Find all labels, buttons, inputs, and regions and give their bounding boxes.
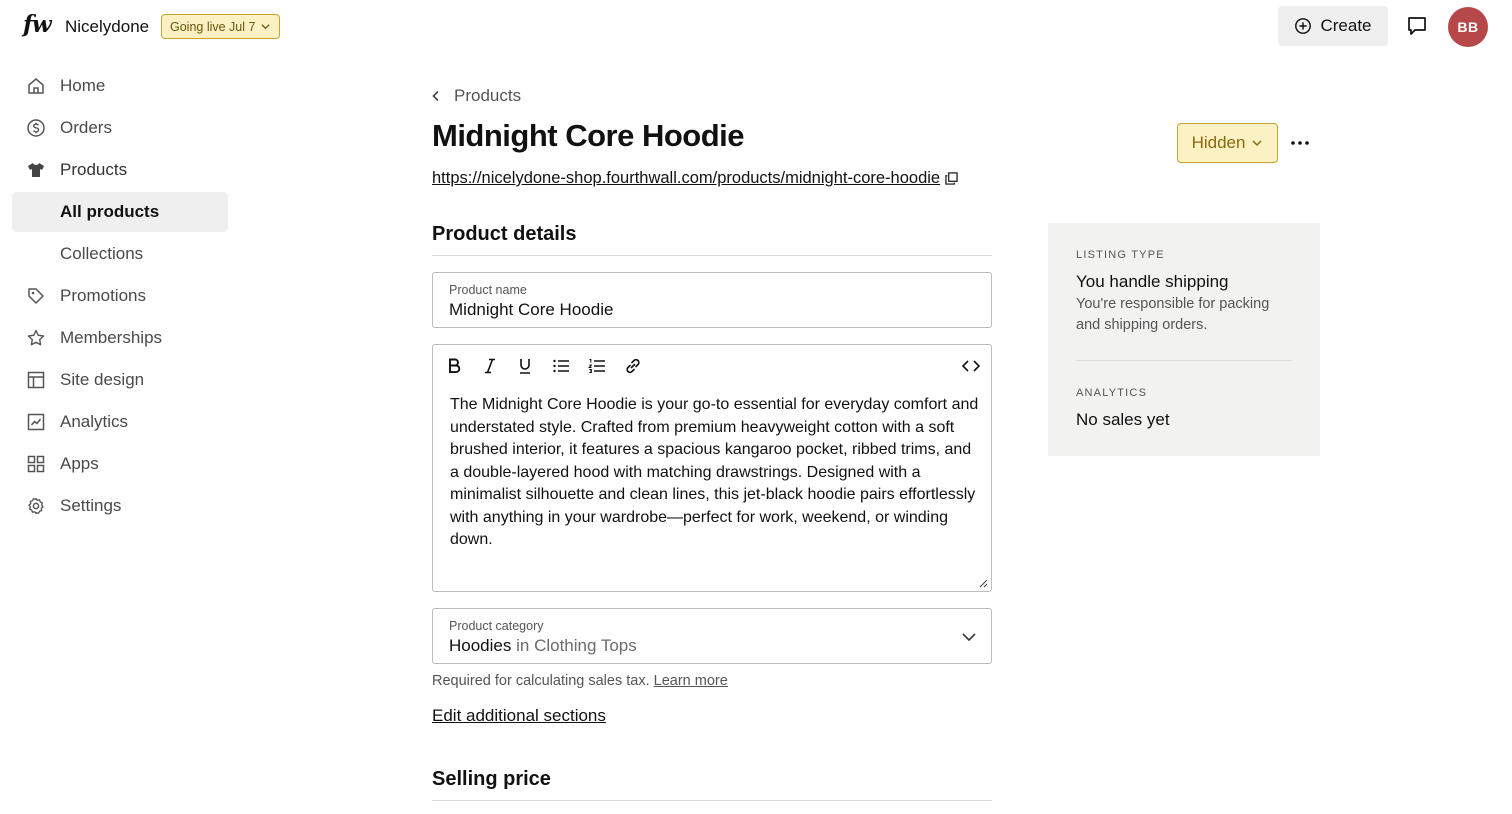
sidebar-item-label: Analytics (60, 412, 129, 431)
bold-icon[interactable] (443, 355, 465, 377)
sidebar-item-memberships[interactable] (12, 318, 228, 358)
sidebar-item-home[interactable] (12, 66, 228, 106)
sidebar-item-label: Home (60, 76, 106, 95)
code-view-icon[interactable] (960, 355, 982, 377)
italic-icon[interactable] (479, 355, 501, 377)
listing-type-eyebrow: LISTING TYPE (1076, 249, 1165, 261)
selling-price-heading: Selling price (432, 768, 551, 790)
product-name-input[interactable]: Midnight Core Hoodie (449, 300, 614, 319)
sidebar-item-site-design[interactable] (12, 360, 228, 400)
tshirt-icon (26, 160, 46, 180)
listing-info-panel (1048, 223, 1320, 456)
sidebar-item-label: Collections (60, 244, 144, 263)
product-name-field[interactable] (432, 272, 992, 328)
product-name-label: Product name (449, 283, 527, 297)
underline-icon[interactable] (514, 355, 536, 377)
link-icon[interactable] (622, 355, 644, 377)
chart-icon (26, 412, 46, 432)
resize-handle-icon[interactable] (978, 578, 988, 588)
sidebar-item-label: Site design (60, 370, 145, 389)
chevron-down-icon (1251, 137, 1263, 149)
sidebar-item-label: All products (60, 202, 160, 221)
description-text[interactable]: The Midnight Core Hoodie is your go-to essential for everyday comfort and understated style. Crafted from premium heavyweight cotton with a soft brushed interior, it features a spacious kangaroo pocket, ribbed trims, and a double-layered hood with matching drawstrings. Designed with a minimalist silhouette and clean lines, this jet-black hoodie pairs effortlessly with anything in your wardrobe—perfect for work, weekend, or winding down. (450, 396, 979, 548)
category-name: Hoodies (449, 636, 512, 655)
going-live-dropdown[interactable] (161, 14, 280, 39)
sidebar-item-analytics[interactable] (12, 402, 228, 442)
grid-icon (26, 454, 46, 474)
sidebar-item-label: Apps (60, 454, 99, 473)
sidebar-item-orders[interactable] (12, 108, 228, 148)
panel-divider (1076, 360, 1292, 361)
create-button[interactable] (1278, 6, 1388, 46)
more-options-button[interactable] (1288, 131, 1312, 155)
product-details-heading: Product details (432, 223, 577, 245)
chevron-down-icon (260, 21, 271, 32)
sidebar-item-promotions[interactable] (12, 276, 228, 316)
section-divider (432, 255, 992, 256)
avatar[interactable]: BB (1448, 7, 1488, 47)
sidebar-item-settings[interactable] (12, 486, 228, 526)
category-helper-text: Required for calculating sales tax. (432, 673, 650, 689)
plus-circle-icon (1294, 17, 1312, 35)
edit-additional-sections-link[interactable]: Edit additional sections (432, 706, 606, 725)
visibility-status-dropdown[interactable] (1177, 123, 1278, 163)
home-icon (26, 76, 46, 96)
sidebar-item-all-products[interactable] (12, 192, 228, 232)
store-name: Nicelydone (65, 17, 150, 36)
sidebar-item-label: Settings (60, 496, 122, 515)
sidebar-item-label: Orders (60, 118, 112, 137)
sidebar-nav (12, 66, 228, 528)
learn-more-link[interactable]: Learn more (653, 673, 728, 689)
chevron-down-icon (961, 629, 977, 645)
product-category-select[interactable] (432, 608, 992, 664)
breadcrumb[interactable] (430, 86, 521, 106)
chat-icon[interactable] (1405, 14, 1429, 38)
product-category-label: Product category (449, 619, 544, 633)
sidebar-item-label: Promotions (60, 286, 146, 305)
category-parent: in Clothing Tops (516, 636, 637, 655)
analytics-value: No sales yet (1076, 410, 1170, 429)
section-divider (432, 800, 992, 801)
sidebar-item-label: Products (60, 160, 128, 179)
description-editor[interactable] (432, 344, 992, 592)
star-icon (26, 328, 46, 348)
layout-icon (26, 370, 46, 390)
listing-type-title: You handle shipping (1076, 272, 1229, 291)
product-category-value (449, 636, 637, 656)
listing-type-description: You're responsible for packing and shipping orders. (1076, 296, 1270, 333)
sidebar-item-apps[interactable] (12, 444, 228, 484)
sidebar-item-label: Memberships (60, 328, 163, 347)
sidebar-item-products[interactable] (12, 150, 228, 190)
product-url-link[interactable] (432, 169, 958, 188)
product-url-text: https://nicelydone-shop.fourthwall.com/products/midnight-core-hoodie (432, 169, 941, 187)
page-title: Midnight Core Hoodie (432, 118, 745, 153)
editor-toolbar (433, 345, 991, 387)
brand-logo[interactable]: fw (23, 11, 51, 38)
create-label: Create (1320, 16, 1372, 35)
category-helper (432, 673, 728, 689)
tag-icon (26, 286, 46, 306)
copy-icon[interactable] (945, 172, 958, 185)
more-horizontal-icon (1290, 140, 1310, 146)
dollar-circle-icon (26, 118, 46, 138)
gear-icon (26, 496, 46, 516)
bullet-list-icon[interactable] (550, 355, 572, 377)
chevron-left-icon (430, 90, 442, 102)
sidebar-item-collections[interactable] (12, 234, 228, 274)
breadcrumb-label: Products (454, 86, 522, 105)
going-live-label: Going live Jul 7 (170, 19, 256, 34)
analytics-eyebrow: ANALYTICS (1076, 387, 1148, 399)
numbered-list-icon[interactable] (586, 355, 608, 377)
visibility-status-label: Hidden (1191, 133, 1246, 152)
